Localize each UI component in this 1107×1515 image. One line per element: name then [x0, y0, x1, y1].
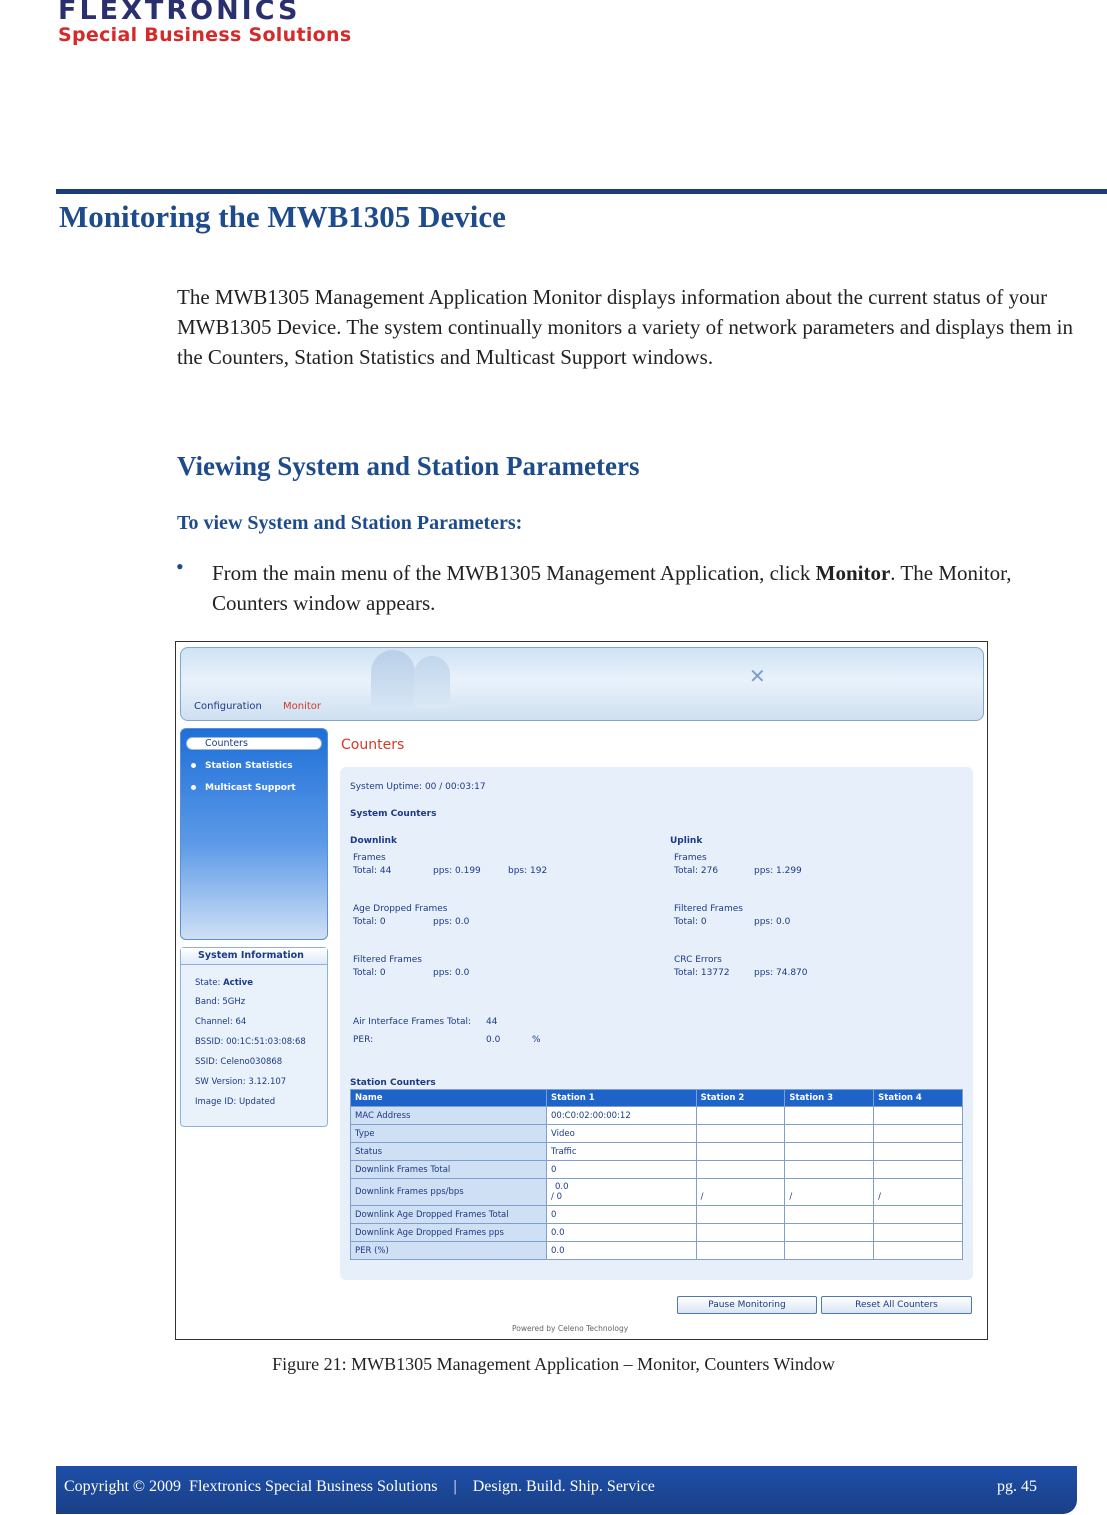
uplink-crc-pps: pps: 74.870 — [754, 968, 808, 978]
band-row: Band: 5GHz — [195, 997, 246, 1007]
cell — [696, 1161, 785, 1179]
pause-monitoring-button[interactable]: Pause Monitoring — [677, 1296, 817, 1314]
bullet-prefix: From the main menu of the MWB1305 Management Application, click — [212, 561, 816, 585]
cell — [785, 1107, 874, 1125]
sidebar-item-station-statistics[interactable] — [191, 761, 293, 771]
column-header: Station 3 — [785, 1090, 874, 1107]
cell — [874, 1143, 963, 1161]
table-row — [351, 1242, 963, 1260]
cell — [696, 1206, 785, 1224]
cell: 00:C0:02:00:00:12 — [547, 1107, 697, 1125]
company-division: Special Business Solutions — [58, 24, 352, 46]
cell: 0 — [547, 1161, 697, 1179]
monitor-sidebar — [180, 728, 328, 940]
state-label: State: — [195, 978, 224, 988]
cell — [785, 1143, 874, 1161]
sidebar-item-label: Multicast Support — [205, 783, 296, 793]
table-row — [351, 1206, 963, 1224]
page-title: Counters — [341, 737, 405, 753]
bullet-bold: Monitor — [815, 561, 891, 585]
ssid-row: SSID: Celeno030868 — [195, 1057, 283, 1067]
procedure-title: To view System and Station Parameters: — [177, 512, 523, 534]
per-unit: % — [532, 1035, 541, 1045]
uplink-crc-total: Total: 13772 — [674, 968, 730, 978]
table-row — [351, 1143, 963, 1161]
sidebar-item-label: Station Statistics — [205, 761, 293, 771]
cell: / — [874, 1179, 963, 1206]
cell — [874, 1242, 963, 1260]
air-interface-label: Air Interface Frames Total: — [353, 1017, 472, 1027]
downlink-frames-pps: pps: 0.199 — [433, 866, 481, 876]
section-rule — [56, 189, 1107, 194]
uplink-title: Uplink — [670, 836, 703, 846]
row-name: Downlink Frames Total — [351, 1161, 547, 1179]
downlink-title: Downlink — [350, 836, 397, 846]
downlink-age-label: Age Dropped Frames — [353, 904, 448, 914]
row-name: PER (%) — [351, 1242, 547, 1260]
table-row — [351, 1107, 963, 1125]
app-screenshot — [175, 641, 988, 1340]
counters-panel — [340, 767, 973, 1280]
sw-version-row: SW Version: 3.12.107 — [195, 1077, 287, 1087]
uplink-filtered-total: Total: 0 — [674, 917, 707, 927]
column-header: Station 2 — [696, 1090, 785, 1107]
cell — [696, 1224, 785, 1242]
downlink-filtered-total: Total: 0 — [353, 968, 386, 978]
cell — [874, 1224, 963, 1242]
cell — [874, 1206, 963, 1224]
uplink-frames-total: Total: 276 — [674, 866, 719, 876]
cell — [785, 1242, 874, 1260]
cell-pps: 0.0 — [555, 1182, 569, 1192]
state-row — [195, 978, 253, 988]
column-header: Station 1 — [547, 1090, 697, 1107]
page-footer — [56, 1466, 1077, 1514]
channel-row: Channel: 64 — [195, 1017, 247, 1027]
system-counters-title: System Counters — [350, 809, 437, 819]
cell: / — [696, 1179, 785, 1206]
uplink-frames-pps: pps: 1.299 — [754, 866, 802, 876]
cell-bps: / 0 — [551, 1192, 562, 1202]
bullet-icon — [191, 785, 196, 790]
cell: 0.0 — [547, 1224, 697, 1242]
per-label: PER: — [353, 1035, 374, 1045]
banner-person-icon — [371, 650, 415, 710]
cell: 0.0 — [547, 1242, 697, 1260]
cell — [696, 1125, 785, 1143]
state-value: Active — [223, 978, 253, 988]
downlink-frames-bps: bps: 192 — [508, 866, 548, 876]
uplink-filtered-label: Filtered Frames — [674, 904, 743, 914]
banner-person-icon — [414, 656, 450, 708]
cell — [785, 1206, 874, 1224]
cell: / — [785, 1179, 874, 1206]
per-value: 0.0 — [486, 1035, 501, 1045]
cell — [785, 1224, 874, 1242]
sidebar-item-multicast-support[interactable] — [191, 783, 296, 793]
cell — [547, 1179, 697, 1206]
bullet-step — [212, 558, 1082, 618]
cell — [874, 1125, 963, 1143]
bullet-icon — [191, 763, 196, 768]
cell: Traffic — [547, 1143, 697, 1161]
section-heading: Monitoring the MWB1305 Device — [59, 199, 506, 234]
system-information-title: System Information — [181, 948, 327, 965]
station-counters-table — [350, 1089, 963, 1260]
cell — [874, 1161, 963, 1179]
cell: Video — [547, 1125, 697, 1143]
row-name: MAC Address — [351, 1107, 547, 1125]
row-name: Status — [351, 1143, 547, 1161]
system-information-panel — [180, 947, 328, 1127]
downlink-filtered-label: Filtered Frames — [353, 955, 422, 965]
uplink-frames-label: Frames — [674, 853, 707, 863]
cell — [696, 1107, 785, 1125]
cell — [874, 1107, 963, 1125]
row-name: Type — [351, 1125, 547, 1143]
bullet-suffix: . The Monitor, Counters window appears. — [212, 561, 1012, 615]
intro-paragraph: The MWB1305 Management Application Monitor displays information about the current status of your MWB1305 Device. The system continually monitors a variety of network parameters and displays them in the Counters, Station Statistics and Multicast Support windows. — [177, 285, 1073, 369]
reset-all-counters-button[interactable]: Reset All Counters — [821, 1296, 972, 1314]
column-header: Name — [351, 1090, 547, 1107]
nav-configuration[interactable]: Configuration — [194, 701, 262, 712]
powered-by-text: Powered by Celeno Technology — [512, 1324, 629, 1333]
celeno-logo-icon: ✕ — [749, 664, 766, 688]
downlink-frames-total: Total: 44 — [353, 866, 392, 876]
subsection-heading: Viewing System and Station Parameters — [177, 451, 640, 481]
bssid-row: BSSID: 00:1C:51:03:08:68 — [195, 1037, 306, 1047]
footer-copyright: Copyright © 2009 Flextronics Special Business Solutions | Design. Build. Ship. Service — [64, 1478, 655, 1495]
app-banner — [180, 647, 984, 721]
downlink-age-total: Total: 0 — [353, 917, 386, 927]
image-id-row: Image ID: Updated — [195, 1097, 276, 1107]
figure-caption: Figure 21: MWB1305 Management Application – Monitor, Counters Window — [272, 1354, 835, 1374]
uplink-crc-label: CRC Errors — [674, 955, 722, 965]
table-row — [351, 1161, 963, 1179]
air-interface-value: 44 — [486, 1017, 498, 1027]
row-name: Downlink Age Dropped Frames Total — [351, 1206, 547, 1224]
system-uptime: System Uptime: 00 / 00:03:17 — [350, 782, 486, 792]
downlink-filtered-pps: pps: 0.0 — [433, 968, 470, 978]
uplink-filtered-pps: pps: 0.0 — [754, 917, 791, 927]
bullet-icon: • — [176, 554, 184, 579]
cell — [785, 1125, 874, 1143]
cell — [696, 1143, 785, 1161]
table-row — [351, 1224, 963, 1242]
page-number: pg. 45 — [997, 1478, 1037, 1495]
downlink-age-pps: pps: 0.0 — [433, 917, 470, 927]
row-name: Downlink Frames pps/bps — [351, 1179, 547, 1206]
downlink-frames-label: Frames — [353, 853, 386, 863]
table-header-row — [351, 1090, 963, 1107]
column-header: Station 4 — [874, 1090, 963, 1107]
nav-monitor[interactable]: Monitor — [283, 701, 322, 712]
sidebar-item-counters[interactable]: Counters — [186, 737, 322, 750]
cell — [696, 1242, 785, 1260]
cell — [785, 1161, 874, 1179]
table-row — [351, 1125, 963, 1143]
company-logo: FLEXTRONICS — [58, 0, 301, 22]
row-name: Downlink Age Dropped Frames pps — [351, 1224, 547, 1242]
cell: 0 — [547, 1206, 697, 1224]
station-counters-title: Station Counters — [350, 1078, 436, 1088]
table-row — [351, 1179, 963, 1206]
